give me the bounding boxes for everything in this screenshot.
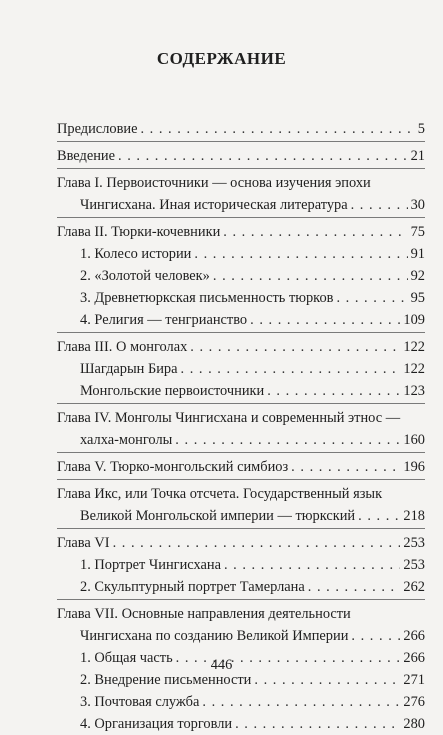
toc-entry-title: Глава VI [57, 535, 110, 551]
toc-entry-page: 218 [403, 508, 425, 524]
divider [57, 217, 425, 218]
divider [57, 452, 425, 453]
dot-leader [181, 358, 401, 380]
toc-entry-page: 196 [403, 459, 425, 475]
dot-leader [224, 554, 400, 576]
dot-leader [213, 265, 408, 287]
toc-entry-title: Введение [57, 148, 116, 164]
toc-entry [57, 532, 425, 554]
toc-entry [57, 576, 425, 598]
dot-leader [250, 309, 400, 331]
toc-entry-title: Шагдарын Бира [80, 361, 178, 377]
toc-entry-page: 271 [403, 672, 425, 688]
page-number: 446 [210, 657, 233, 673]
toc-entry [57, 603, 425, 647]
toc-entry-title: 1. Общая часть [80, 650, 173, 666]
divider [57, 479, 425, 480]
toc-entry [57, 309, 425, 331]
toc-entry-page: 262 [403, 579, 425, 595]
toc-entry-page: 109 [403, 312, 425, 328]
toc-entry [57, 336, 425, 358]
divider [57, 599, 425, 600]
divider [57, 528, 425, 529]
toc-entry-title: Глава III. О монголах [57, 339, 188, 355]
toc-entry-page: 123 [403, 383, 425, 399]
toc-entry-page: 266 [403, 628, 425, 644]
toc-entry-title: 1. Портрет Чингисхана [80, 557, 221, 573]
toc-entry-title-line1: Глава IV. Монголы Чингисхана и современный этнос — [57, 410, 401, 426]
dot-leader [202, 691, 400, 713]
dot-leader [351, 194, 408, 216]
toc-entry [57, 287, 425, 309]
dot-leader [175, 429, 400, 451]
toc-entry-title: 2. «Золотой человек» [80, 268, 210, 284]
toc-entry [57, 221, 425, 243]
toc-entry-page: 92 [410, 268, 425, 284]
toc-entry [57, 483, 425, 527]
toc-entry-page: 122 [403, 339, 425, 355]
toc-entry [57, 118, 425, 140]
toc-entry-page: 266 [403, 650, 425, 666]
toc-entry-title: 4. Организация торговли [80, 716, 233, 732]
toc-entry [57, 407, 425, 451]
toc-entry [57, 172, 425, 216]
toc-entry-title: Чингисхана. Иная историческая литература [80, 197, 348, 213]
dot-leader [351, 625, 400, 647]
page-title: СОДЕРЖАНИЕ [156, 49, 287, 68]
dot-leader [223, 221, 407, 243]
toc-entry-title: Глава V. Тюрко-монгольский симбиоз [57, 459, 289, 475]
toc-entry-title: Предисловие [57, 121, 138, 137]
toc-entry-title: 1. Колесо истории [80, 246, 192, 262]
toc-entry-title: Глава II. Тюрки-кочевники [57, 224, 221, 240]
toc-entry-page: 122 [403, 361, 425, 377]
toc-entry-page: 280 [403, 716, 425, 732]
toc-entry [57, 554, 425, 576]
divider [57, 403, 425, 404]
dot-leader [190, 336, 400, 358]
toc-entry-page: 21 [410, 148, 425, 164]
toc-entry-page: 91 [410, 246, 425, 262]
table-of-contents [57, 118, 425, 735]
toc-entry [57, 691, 425, 713]
dot-leader [118, 145, 408, 167]
toc-entry-title: 2. Внедрение письменности [80, 672, 252, 688]
toc-entry-page: 5 [417, 121, 425, 137]
dot-leader [267, 380, 400, 402]
toc-entry-page: 160 [403, 432, 425, 448]
toc-entry-title: 4. Религия — тенгрианство [80, 312, 248, 328]
toc-entry-title: Великой Монгольской империи — тюркский [80, 508, 356, 524]
dot-leader [308, 576, 401, 598]
toc-entry-title: 3. Древнетюркская письменность тюрков [80, 290, 334, 306]
toc-entry [57, 265, 425, 287]
toc-entry [57, 243, 425, 265]
toc-entry-page: 253 [403, 535, 425, 551]
toc-entry-title-line1: Глава VII. Основные направления деятельности [57, 606, 351, 622]
toc-entry-page: 95 [410, 290, 425, 306]
dot-leader [235, 713, 400, 735]
divider [57, 141, 425, 142]
divider [57, 332, 425, 333]
dot-leader [336, 287, 407, 309]
toc-entry-page: 276 [403, 694, 425, 710]
toc-entry-title: 3. Почтовая служба [80, 694, 200, 710]
toc-entry-page: 30 [410, 197, 425, 213]
dot-leader [113, 532, 401, 554]
dot-leader [291, 456, 400, 478]
toc-entry-title: халха-монголы [80, 432, 173, 448]
toc-entry-title: Монгольские первоисточники [80, 383, 265, 399]
toc-entry-page: 253 [403, 557, 425, 573]
toc-entry-title: Чингисхана по созданию Великой Империи [80, 628, 349, 644]
divider [57, 168, 425, 169]
toc-entry [57, 380, 425, 402]
toc-entry-page: 75 [410, 224, 425, 240]
toc-entry [57, 358, 425, 380]
dot-leader [358, 505, 400, 527]
dot-leader [194, 243, 407, 265]
toc-entry-title-line1: Глава I. Первоисточники — основа изучения эпохи [57, 175, 371, 191]
toc-entry [57, 713, 425, 735]
dot-leader [140, 118, 414, 140]
toc-entry [57, 145, 425, 167]
toc-entry-title-line1: Глава Икс, или Точка отсчета. Государственный язык [57, 486, 383, 502]
toc-entry-title: 2. Скульптурный портрет Тамерлана [80, 579, 305, 595]
toc-entry [57, 456, 425, 478]
